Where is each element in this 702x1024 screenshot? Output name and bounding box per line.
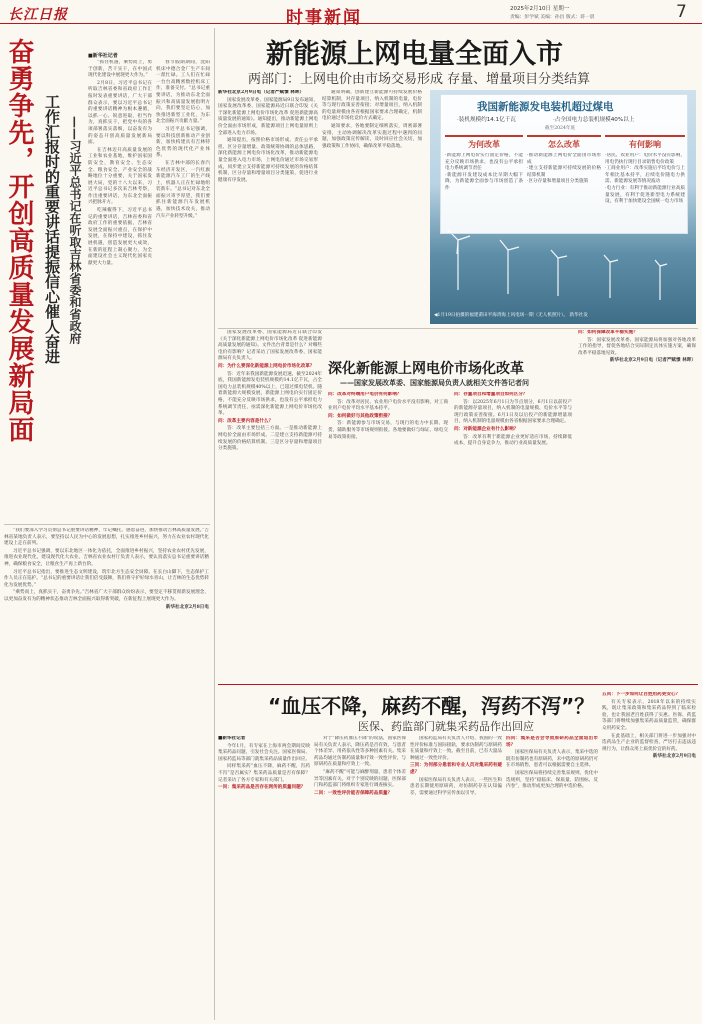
article4-subhead: 医保、药监部门就集采药品作出回应	[358, 720, 534, 733]
article4-para: 国家医保局将持续完善集采规则，优化中选规则，坚持“稳临床、保质量、防围标、反内卷”，推动形成更加合理的中选价格。	[506, 770, 598, 790]
article-qa-reform	[218, 330, 698, 680]
article-drug-procurement	[218, 688, 698, 1022]
article1-para: 在吉林中部的长春汽车经济开发区，一汽红旗新能源汽车工厂的生产线上，机器人正在忙碌地组装新车。“总书记对东北全面振兴寄予厚望，我们要抓住新能源汽车发展机遇，加快技术攻关，推动汽车产业转型升级。”	[156, 160, 210, 219]
article4-para: 国家医保局有关负责人表示，集采中选的既有仿制药也有原研药，未中选的原研药仍可在市场销售，患者可以根据需要自主选择。	[506, 750, 598, 769]
article4-tag: ■新华社记者	[218, 736, 246, 741]
article4-headline: “血压不降，麻药不醒，泻药不泻”？	[268, 694, 595, 718]
infobox-col-how	[527, 135, 601, 231]
article1-para: 习近平总书记强调，要以科技创新推动产业创新，加快构建具有吉林特色优势的现代化产业体系。	[156, 126, 210, 159]
offshore-wind-photo	[430, 90, 696, 324]
article4-para: 在此基础上，相关部门将进一步加强对中选药品生产企业的监督检查，严厉打击违法违规行为，让群众用上质优价宜的好药。	[602, 733, 696, 752]
article3-para: 答：国家发展改革委、国家能源局将加强对各地改革工作的指导，督促各地结合实际制定具体实施方案，确保改革平稳落地见效。	[578, 337, 696, 356]
article1-para: 在吉林迈开高质量发展的工业和农业基地，维护国家国防安全，教育安全、生态安全、粮食安全、产业安全的战略地位十分重要，关于国家发展大局，党的十八大以来，习近平总书记多次来吉林考察，作出重要讲话，为东北全面振兴把脉开方。	[88, 147, 152, 206]
article4-body-3	[410, 736, 502, 1020]
issue-date: 2025年2月10日 星期一	[510, 6, 570, 12]
article2-para: 国家发展改革委、国家能源局9日发布通知，国家发展改革委、国家能源局近日联合印发《关于深化新能源上网电价市场化改革 促进新能源高质量发展的通知》。通知提出，推动新能源上网电价全面由市场形成，新能源项目上网电量原则上全部进入电力市场。	[218, 97, 318, 136]
masthead	[0, 0, 702, 28]
article4-para: 有关专家表示，2018年以来的持续实践，既让集采政策和集采药品得到了临床检验，也让我国老百姓获得了实惠。医保、药监等部门将继续加强集采药品质量监管，确保群众用药安全。	[602, 699, 696, 731]
article1-para: “抓住机遇，乘势而上，勇于创新，苦干实干，在中国式现代化建设中展现更大作为。”	[88, 60, 152, 79]
article3-question: 问：存量项目和增量项目如何区分？	[454, 392, 528, 397]
article1-body-top2	[156, 60, 210, 520]
article1-para: 吃辣椒得下，习近平总书记的重要讲话，吉林省委和省政府工作的重要依据，吉林省发展全面振兴重点，在保护中发展，在保持中建设，抓住发展机遇，创造发展更大成效，在新的征程上凝心聚力，为全面建设社会主义现代化国家贡献更大力量。	[88, 208, 152, 266]
article2-body-2	[322, 90, 422, 324]
column-divider	[214, 28, 215, 1020]
article3-question: 问：如何保障改革平稳实施？	[578, 330, 638, 335]
infobox-col-why-title: 为何改革	[468, 140, 500, 149]
article1-divider	[4, 524, 210, 525]
article3-para: 答：改革主要包括三方面。一是推动新能源上网电价全面由市场形成。二是建立支持新能源可持续发展的价格结算机制。三是区分存量和增量项目分类施策。	[218, 426, 322, 452]
article-xi-jilin	[0, 26, 212, 1024]
article1-para: 习近平总书记指出，要推进生态文明建设，筑牢北方生态安全屏障。在长白山脚下，生态保护工作人员正在巡护。“总书记的重要讲话让我们倍受鼓舞，我们将守护好绿水青山，让吉林的生态优势转化为发展优势。”	[4, 569, 209, 588]
article3-question: 问：改革对终端用户电价有何影响？	[328, 392, 402, 397]
article4-para: “麻药不醒”可能与麻醉剂量、患者个体差异等因素有关。对于个别反映的问题，医保部门和药监部门将组织专家进行调查核实。	[314, 769, 406, 789]
infobox-title: 我国新能源发电装机超过煤电	[477, 101, 614, 113]
infobox-col-how-text: ·推动新能源上网电价全面由市场形成 ·建立支持新能源可持续发展的价格结算机制 ·区分存量和增量项目分类施策	[527, 153, 601, 185]
article3-para: 国家发展改革委、国家能源局近日联合印发《关于深化新能源上网电价市场化改革 促进新能源高质量发展的通知》。文件出台背景是什么？对哪些电价有影响？记者采访了国家发展改革委、国家能源局有关负责人。	[218, 330, 322, 362]
article4-dateline: 新华社北京2月9日电	[652, 754, 696, 760]
photo-caption: ◀1月19日拍摄的福建莆田平海湾海上风电场一期（无人机照片）。 新华社发	[434, 313, 588, 318]
article3-headline: 深化新能源上网电价市场化改革	[328, 361, 524, 377]
article2-tag: 新华社北京2月9日电（记者严赋憬 林晖）	[218, 90, 305, 95]
article2-headline: 新能源上网电量全面入市	[266, 39, 563, 70]
infobox-stat-share: ·占全国电力总装机规模40%以上	[553, 117, 635, 123]
article3-body-3	[454, 392, 572, 676]
divider-article2	[218, 328, 698, 329]
article3-body-4	[578, 330, 696, 676]
article2-para: 通知要求，各地要制定细则落实，周密部署安排，主动协调解决改革实施过程中遇到的问题，加强政策宣传解读，及时回应社会关切，加强政策和工作协同，确保改革平稳落地。	[322, 123, 422, 149]
article1-para: “我们要深入学习贯彻总书记重要讲话精神，牢记嘱托，感恩奋进，加快推动吉林高质量发展。”吉林省某地负责人表示，要坚持以人民为中心的发展思想，扎实推进乡村振兴，努力在农业农村现代化建设上走在前列。	[4, 528, 209, 547]
article3-para: 答：新能源参与市场交易，与现行的电力中长期、现货、辅助服务等市场规则衔接。各地要做好与绿证、绿电交易等政策衔接。	[328, 421, 448, 440]
article4-question: 一问：集采药品是否存在网传的质量问题？	[218, 785, 306, 791]
article4-para: 同样集采药“血压不降，麻药不醒，泻药不泻”是否属实？集采药品质量是否有保障？记者采访了各方专家和有关部门。	[218, 764, 310, 783]
article2-subhead: 两部门：上网电价由市场交易形成 存量、增量项目分类结算	[248, 72, 591, 87]
infobox-col-impact-text: ·居民、农业用户：电价水平没有影响，用电仍执行现行目录销售电价政策 ·工商业用户：改革实施后平均电价与上年相比基本持平，后续电价随电力供需、新能源发展等情况波动 ·电力行业：有利于推动新能源行业高质量发展，有利于促进新型电力系统建设，有利于加快建设全国统一电力市场	[605, 153, 685, 205]
article3-para: 答：改革对居民、农业用户电价水平没有影响，对工商业用户电价平均水平基本持平。	[328, 399, 448, 412]
article1-subhead2: ——习近平总书记在听取吉林省委和省政府	[68, 116, 82, 344]
article1-subhead: 工作汇报时的重要讲话提振信心催人奋进	[43, 94, 61, 364]
article3-dateline: 新华社北京2月9日电（记者严赋憬 林晖）	[609, 358, 696, 364]
article4-body-1	[218, 736, 310, 1020]
article3-para: 答：近年来我国新能源发展迅速，截至2024年底，我国新能源发电装机规模约14.1亿千瓦，占全国电力总装机规模40%以上，已超过煤电装机。随着新能源大规模发展，新能源上网电价实行固定价格，不能充分反映市场供求，也没有公平承担电力系统调节责任，亟需深化新能源上网电价市场化改革。	[218, 371, 322, 417]
article3-body-2	[328, 392, 448, 676]
article1-dateline: 新华社北京2月8日电	[165, 604, 209, 610]
infobox-col-how-title: 怎么改革	[548, 140, 580, 149]
article3-question: 问：如何做好与其他政策衔接？	[328, 413, 393, 419]
article3-question: 问：改革主要内容是什么？	[218, 418, 274, 424]
article4-question: 五问：下一步如何让百姓用药更安心？	[602, 692, 681, 697]
article3-para: 答：以2025年6月1日为节点划分，6月1日以前投产的新能源存量项目，纳入机制的电量规模、电价水平等与现行政策妥善衔接。6月1日及以后投产的新能源增量项目，纳入机制的电量规模由各省根据国家要求合理确定。	[454, 399, 572, 425]
article1-headline: 奋勇争先，开创高质量发展新局面	[4, 38, 34, 443]
article2-para: 通知明确，创新建立新能源可持续发展价格结算机制，对存量项目，纳入机制的电量，电价等与现行政策妥善衔接；对增量项目，纳入机制的电量规模由各省根据国家要求合理确定，机制电价通过市场化竞价方式确定。	[322, 90, 422, 122]
infobox-col-impact	[605, 135, 685, 231]
page-number: 7	[676, 2, 687, 22]
article4-para: 国家医保局有关负责人表示，一些医生和患者长期使用原研药，对仿制药存在认知偏差，需要通过科学宣传加以引导。	[410, 777, 502, 796]
article1-tag: ■新华社记者	[88, 53, 118, 59]
article1-para: “乘势而上，真抓实干，奋勇争先。”吉林省广大干部群众纷纷表示，要坚定不移贯彻新发展理念，以更加奋发有为的精神状态推动吉林全面振兴取得新突破，在新征程上展现更大作为。	[4, 590, 209, 602]
infobox-stat-capacity: ·装机规模约14.1亿千瓦	[457, 117, 516, 123]
article2-body	[218, 90, 318, 324]
article4-body-4	[506, 736, 598, 1020]
article1-body-top	[88, 60, 152, 520]
article4-para: 国家药监局有关负责人介绍，我国的一致性评价标准与国际接轨，要求仿制药与原研药在质量和疗效上一致。截至目前，已有大量品种通过一致性评价。	[410, 736, 502, 761]
article4-para: 对于“降压药血压不降”的说法，国家医保局有关负责人表示，降压药是否有效，与患者个体差异、用药依从性等多种因素有关。集采药品均通过仿制药质量和疗效一致性评价，与原研药在质量和疗效上一致。	[314, 736, 406, 768]
article1-para: 2月8日，习近平总书记在听取吉林省委和省政府工作汇报时发表重要讲话，广大干部群众表示，要以习近平总书记的重要讲话精神为根本遵循，以抓一心、锐意进取，担当作为，真抓实干，把党中央的各项部署落实落细，以奋发有为的姿态开创高质量发展新局面。	[88, 80, 152, 146]
article3-question: 问：为什么要深化新能源上网电价市场化改革？	[218, 363, 315, 369]
article4-para: 今年1月，有专家在上海市两会期间反映集采药品问题，引发社会关注。国家医保局、国家药监局等部门就集采药品质量作出回应。	[218, 743, 310, 762]
infobox-col-why	[445, 135, 523, 231]
infobox-col-why-text: ·新能源上网电价实行固定价格，不能充分反映市场供求，也没有公平承担电力系统调节责任 ·新能源开发建设成本比早期大幅下降，为新能源全面参与市场创造了条件	[445, 153, 523, 191]
article2-para: 通知提出，按照价格市场形成、责任公平承担、区分存量增量、政策统筹协调的总体思路，深化新能源上网电价市场化改革，推动新能源电量全面进入电力市场，上网电价通过市场交易形成，同步建立支持新能源可持续发展的价格结算机制，区分存量和增量项目分类施策，促进行业健康有序发展。	[218, 138, 318, 183]
editors: 责编：彭学斌 美编：孙昌 版式：蒋一晨	[510, 15, 595, 20]
article3-intro	[218, 330, 322, 676]
article3-subhead: ——国家发展改革委、国家能源局负责人就相关文件答记者问	[340, 379, 529, 387]
article1-para: 习近平总书记强调，要以东北地区一体化为依托，全面推进乡村振兴，坚持农业农村优先发展，推进农业现代化，建设现代化大农业。吉林省农业农村厅负责人表示，要认真落实总书记重要讲话精神，确保粮食安全，让粮食生产再上新台阶。	[4, 548, 209, 567]
article4-body-2	[314, 736, 406, 1020]
article-new-energy	[218, 26, 698, 326]
newspaper-logo: 长江日报	[8, 7, 68, 23]
article4-body-5	[602, 692, 696, 1020]
article4-question: 三问：为何部分患者和专业人员对集采药有疑虑？	[410, 763, 502, 775]
infobox-date: 截至2024年底	[545, 126, 576, 131]
divider-article3	[218, 684, 698, 685]
article4-question: 二问：一致性评价能否保障药品质量？	[314, 790, 393, 796]
section-title: 时事新闻	[286, 8, 362, 28]
infobox	[440, 94, 688, 234]
article3-para: 答：改革有利于新能源企业更好适应市场，持续降低成本，提升自身竞争力，推动行业高质量发展。	[454, 434, 572, 447]
article4-question: 四问：集采是否会导致原研药品全面退出市场？	[506, 736, 598, 748]
article1-body-bottom	[4, 528, 209, 1022]
infobox-col-impact-title: 有何影响	[629, 140, 661, 149]
article3-question: 问：对新能源企业有什么影响？	[454, 426, 519, 432]
article1-para: 春节假期期间，沈阳机床中德合金厂生产车间一派忙碌。工人们在忙碌一台台高精密数控机床工作，准备交付。“总书记重要讲话，为推动东北全面振兴和高质量发展指明方向，我们要坚定信心，加快推进新型工业化，为东北全面振兴贡献力量。”	[156, 60, 210, 125]
